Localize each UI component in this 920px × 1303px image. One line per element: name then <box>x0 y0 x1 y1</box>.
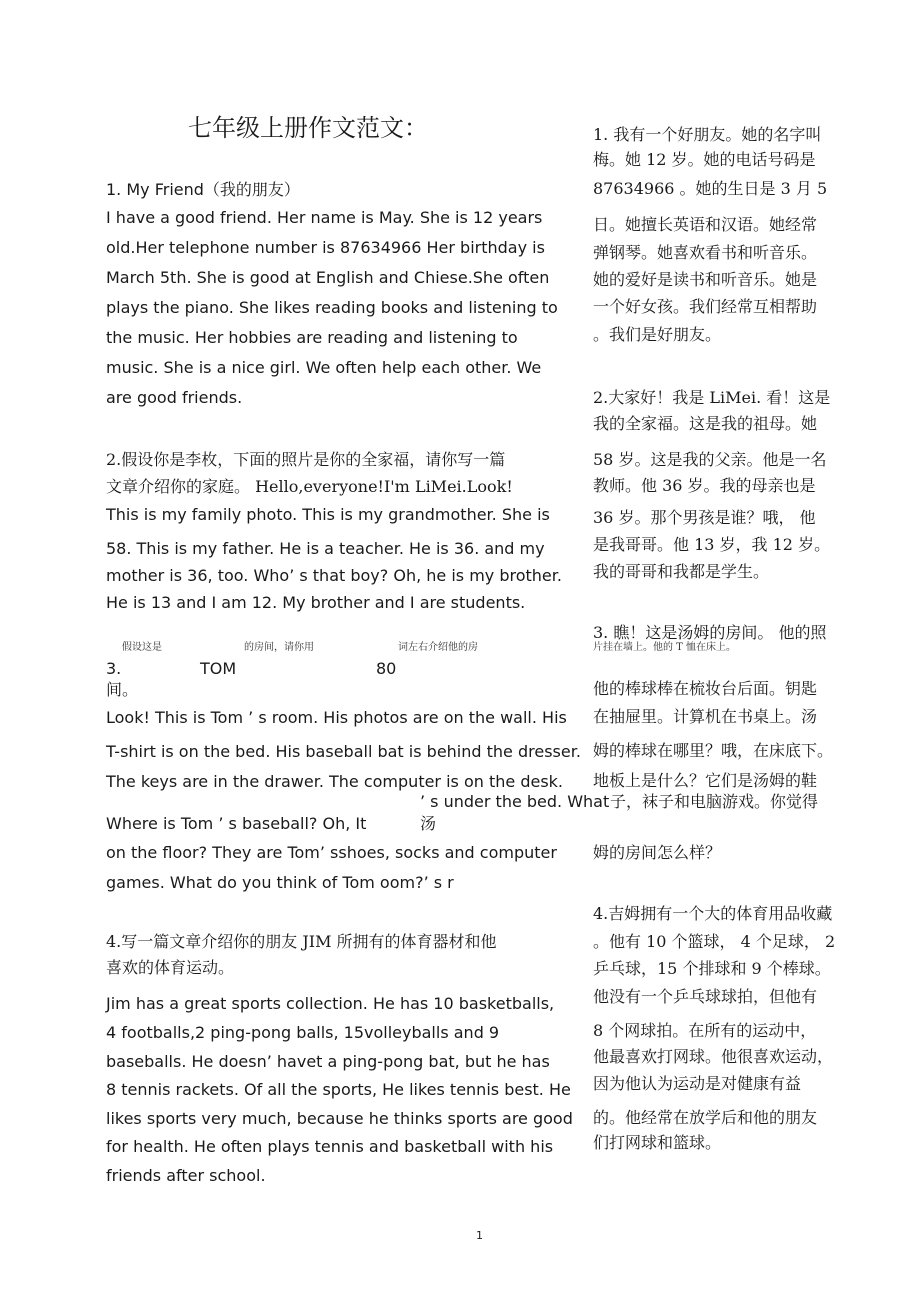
text-line: 子，袜子和电脑游戏。你觉得 <box>610 792 819 811</box>
text-line: Jim has a great sports collection. He has 10 basketballs, <box>106 994 555 1013</box>
text-line: 4 footballs,2 ping-pong balls, 15volleyballs and 9 <box>106 1023 500 1042</box>
text-line: March 5th. She is good at English and Chiese.She often <box>106 268 550 287</box>
essay-3-prompt-number: 3. <box>106 659 122 678</box>
text-line: 。他有 10 个篮球， 4 个足球， 2 <box>593 932 836 951</box>
text-line: 因为他认为运动是对健康有益 <box>593 1074 802 1093</box>
essay-2-prompt: 2.假设你是李枚，下面的照片是你的全家福，请你写一篇 <box>106 450 506 469</box>
text-line: 2.大家好！我是 LiMei. 看！这是 <box>593 388 831 407</box>
text-line: 4.吉姆拥有一个大的体育用品收藏 <box>593 904 833 923</box>
text-line: Look! This is Tom ’ s room. His photos are on the wall. His <box>106 708 567 727</box>
page-number: 1 <box>476 1229 483 1242</box>
essay-3-prompt-name: TOM <box>200 659 237 678</box>
text-line: 他没有一个乒乓球球拍，但他有 <box>593 987 818 1006</box>
text-line: ’ s under the bed. What <box>420 792 610 811</box>
essay-4-prompt: 喜欢的体育运动。 <box>106 958 235 977</box>
text-line: 在抽屉里。计算机在书桌上。汤 <box>593 707 818 726</box>
text-line: for health. He often plays tennis and basketball with his <box>106 1137 554 1156</box>
text-line: music. She is a nice girl. We often help each other. We <box>106 358 542 377</box>
text-line: 3. 瞧！这是汤姆的房间。 他的照 <box>593 623 827 642</box>
text-line: games. What do you think of Tom oom?’ s r <box>106 873 454 892</box>
text-line: mother is 36, too. Who’ s that boy? Oh, he is my brother. <box>106 566 562 585</box>
essay-4-prompt: 4.写一篇文章介绍你的朋友 JIM 所拥有的体育器材和他 <box>106 932 497 951</box>
text-line: 的。他经常在放学后和他的朋友 <box>593 1108 818 1127</box>
text-line: Where is Tom ’ s baseball? Oh, It <box>106 814 367 833</box>
text-line: 。我们是好朋友。 <box>593 325 722 344</box>
text-line: 片挂在墙上。他的 T 恤在床上。 <box>593 642 737 653</box>
text-line: 58 岁。这是我的父亲。他是一名 <box>593 450 827 469</box>
essay-3-prompt-part: 假设这是 <box>122 642 162 653</box>
text-line: the music. Her hobbies are reading and listening to <box>106 328 518 347</box>
text-line: 8 个网球拍。在所有的运动中， <box>593 1021 817 1040</box>
text-line: 他的棒球棒在梳妆台后面。钥匙 <box>593 679 818 698</box>
essay-1-heading: 1. My Friend（我的朋友） <box>106 180 300 199</box>
essay-3-prompt-end: 间。 <box>106 680 139 699</box>
text-line: 58. This is my father. He is a teacher. He is 36. and my <box>106 539 545 558</box>
text-line: old.Her telephone number is 87634966 Her birthday is <box>106 238 545 257</box>
text-line: 姆的棒球在哪里？哦，在床底下。 <box>593 741 834 760</box>
text-line: 地板上是什么？它们是汤姆的鞋 <box>593 771 818 790</box>
text-line: are good friends. <box>106 388 243 407</box>
essay-2-prompt: 文章介绍你的家庭。 Hello,everyone!I'm LiMei.Look! <box>106 477 513 496</box>
essay-3-prompt-count: 80 <box>376 659 397 678</box>
text-line: baseballs. He doesn’ havet a ping-pong bat, but he has <box>106 1052 550 1071</box>
page-title: 七年级上册作文范文： <box>188 114 428 142</box>
text-line: likes sports very much, because he thinks sports are good <box>106 1109 573 1128</box>
text-line: 一个好女孩。我们经常互相帮助 <box>593 297 818 316</box>
text-line: 们打网球和篮球。 <box>593 1133 722 1152</box>
text-line: friends after school. <box>106 1166 266 1185</box>
text-line: 弹钢琴。她喜欢看书和听音乐。 <box>593 243 818 262</box>
text-line: on the floor? They are Tom’ sshoes, socks and computer <box>106 843 557 862</box>
text-line: I have a good friend. Her name is May. She is 12 years <box>106 208 543 227</box>
text-line: 教师。他 36 岁。我的母亲也是 <box>593 476 816 495</box>
text-line: 87634966 。她的生日是 3 月 5 <box>593 179 828 198</box>
text-line: He is 13 and I am 12. My brother and I are students. <box>106 593 526 612</box>
text-line: 是我哥哥。他 13 岁，我 12 岁。 <box>593 535 831 554</box>
text-line: This is my family photo. This is my grandmother. She is <box>106 505 550 524</box>
text-line: 梅。她 12 岁。她的电话号码是 <box>593 150 816 169</box>
text-line: 姆的房间怎么样？ <box>593 843 722 862</box>
text-line: The keys are in the drawer. The computer is on the desk. <box>106 772 564 791</box>
text-line: 36 岁。那个男孩是谁？哦， 他 <box>593 508 816 527</box>
text-line: 我的哥哥和我都是学生。 <box>593 562 770 581</box>
text-line: 日。她擅长英语和汉语。她经常 <box>593 215 818 234</box>
text-line: 他最喜欢打网球。他很喜欢运动， <box>593 1047 834 1066</box>
text-fragment: 汤 <box>420 814 437 833</box>
text-line: plays the piano. She likes reading books and listening to <box>106 298 558 317</box>
text-line: 她的爱好是读书和听音乐。她是 <box>593 270 818 289</box>
essay-3-prompt-part: 的房间，请你用 <box>244 642 314 653</box>
text-line: 1. 我有一个好朋友。她的名字叫 <box>593 125 822 144</box>
essay-3-prompt-part: 词左右介绍他的房 <box>398 642 478 653</box>
text-line: 我的全家福。这是我的祖母。她 <box>593 414 818 433</box>
text-line: 乒乓球，15 个排球和 9 个棒球。 <box>593 959 831 978</box>
text-line: 8 tennis rackets. Of all the sports, He likes tennis best. He <box>106 1080 571 1099</box>
text-line: T-shirt is on the bed. His baseball bat is behind the dresser. <box>106 742 581 761</box>
